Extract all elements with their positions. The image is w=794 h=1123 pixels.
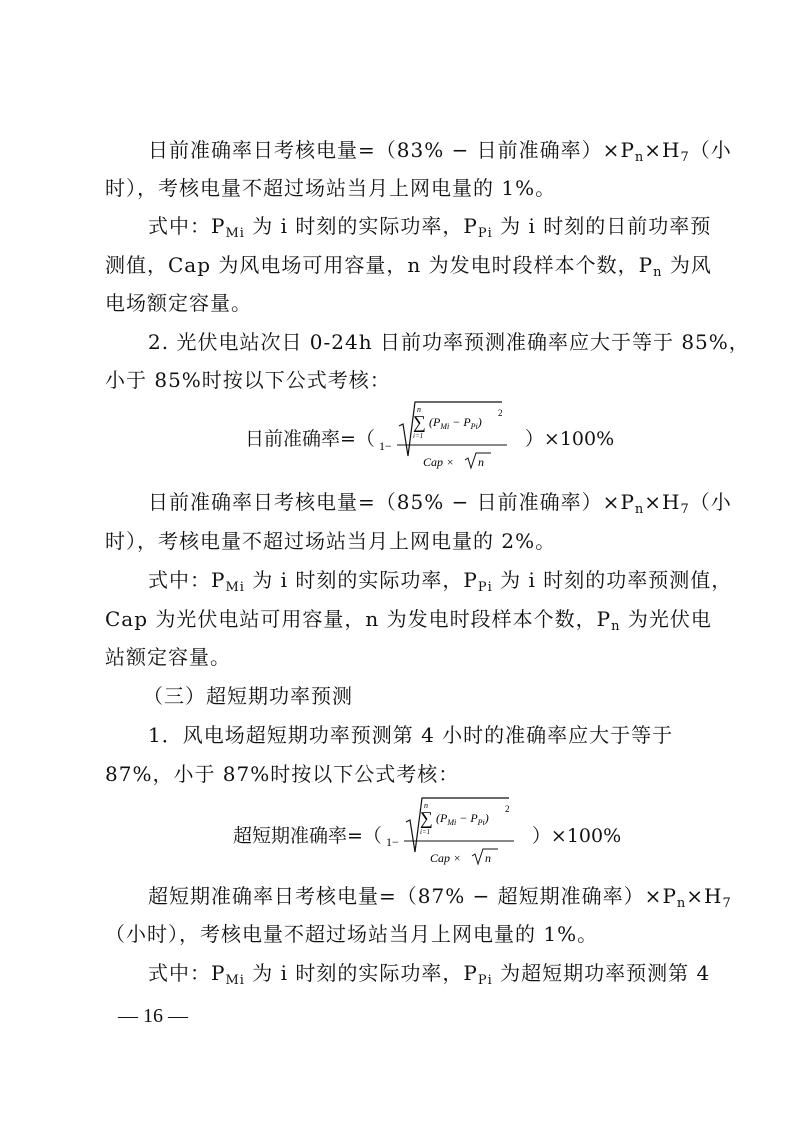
text-span: 为 i 时刻的功率预测值， [492,568,733,592]
text-line [148,953,711,1001]
text-span: 日前准确率日考核电量=（83% − 日前准确率）×P [148,138,635,162]
text-line [105,283,705,323]
sum-upper: n [423,801,428,810]
text-span: Cap 为光伏电站可用容量，n 为发电时段样本个数，P [105,607,612,631]
subscript: 7 [680,502,690,517]
page-number: — 16 — [118,1005,188,1027]
subscript: Pi [477,580,493,595]
text-span: （小 [689,138,732,162]
text-span: 小于 85%时按以下公式考核： [105,368,391,392]
subscript: n [676,896,687,911]
text-span: ×H [644,138,681,162]
text-span: ×H [686,884,723,908]
formula-fraction [384,794,532,874]
denominator-n: n [484,851,491,865]
text-span: ×H [644,490,681,514]
text-line [105,637,705,677]
text-span: 为风 [662,253,712,277]
text-line [105,914,705,954]
text-span: 为光伏电 [620,607,712,631]
square: 2 [504,804,510,814]
formula-daily-accuracy [245,398,614,476]
text-span: （小 [689,490,732,514]
text-span: 2. 光伏电站次日 0-24h 日前功率预测准确率应大于等于 85%， [148,330,750,354]
sum-lower: i=1 [412,432,424,440]
numerator: $(P_{Mi} - P_{Pi})$ [428,415,482,431]
sum-lower: i=1 [419,828,431,836]
subscript: n [653,265,663,280]
subscript: Mi [225,580,245,595]
subscript: n [634,150,645,165]
text-span: 式中：P [148,568,226,592]
text-span: 时），考核电量不超过场站当月上网电量的 2%。 [105,529,557,553]
sum-upper: n [416,405,421,414]
text-line [148,322,750,362]
subscript: n [634,502,645,517]
subscript: n [611,619,621,634]
text-span: 超短期准确率日考核电量=（87% − 超短期准确率）×P [148,884,677,908]
text-span: 站额定容量。 [105,645,231,669]
subscript: Pi [477,973,493,988]
text-line [105,168,705,208]
one-minus: 1− [385,835,399,849]
text-span: 为 i 时刻的实际功率，P [244,568,478,592]
one-minus: 1− [378,439,392,453]
sigma-symbol: ∑ [419,808,433,828]
text-span: （小时），考核电量不超过场站当月上网电量的 1%。 [105,922,599,946]
section-heading [143,676,700,716]
text-span: 时），考核电量不超过场站当月上网电量的 1%。 [105,176,557,200]
denominator-n: n [477,455,484,469]
text-line [105,754,705,794]
text-line [105,521,705,561]
formula-tail: ）×100% [524,427,615,450]
text-span: 式中：P [148,214,226,238]
numerator: $(P_{Mi} - P_{Pi})$ [435,811,489,827]
text-span: 为 i 时刻的实际功率，P [244,214,478,238]
text-span: 电场额定容量。 [105,291,252,315]
formula-tail: ）×100% [531,824,622,847]
text-span: 87%，小于 87%时按以下公式考核： [105,762,460,786]
formula-label: 超短期准确率=（ [233,824,382,847]
text-span: 1．风电场超短期功率预测第 4 小时的准确率应大于等于 [148,723,674,747]
square: 2 [497,408,503,418]
formula-ultrashort-accuracy [233,794,621,874]
subscript: Pi [477,226,493,241]
formula-label: 日前准确率=（ [245,427,375,450]
text-span: 为 i 时刻的日前功率预 [492,214,712,238]
denominator: Cap × [429,851,462,865]
subscript: Mi [225,226,245,241]
heading-text: （三）超短期功率预测 [143,684,353,708]
text-line [148,715,705,755]
text-line [105,360,705,400]
sigma-symbol: ∑ [412,412,426,432]
denominator: Cap × [422,455,455,469]
text-span: 测值，Cap 为风电场可用容量，n 为发电时段样本个数，P [105,253,654,277]
subscript: 7 [722,896,732,911]
subscript: Mi [225,973,245,988]
subscript: 7 [680,150,690,165]
text-span: 为 i 时刻的实际功率，P [244,961,478,985]
formula-fraction [377,398,525,476]
text-span: 式中：P [148,961,226,985]
text-span: 日前准确率日考核电量=（85% − 日前准确率）×P [148,490,635,514]
text-span: 为超短期功率预测第 4 [492,961,711,985]
